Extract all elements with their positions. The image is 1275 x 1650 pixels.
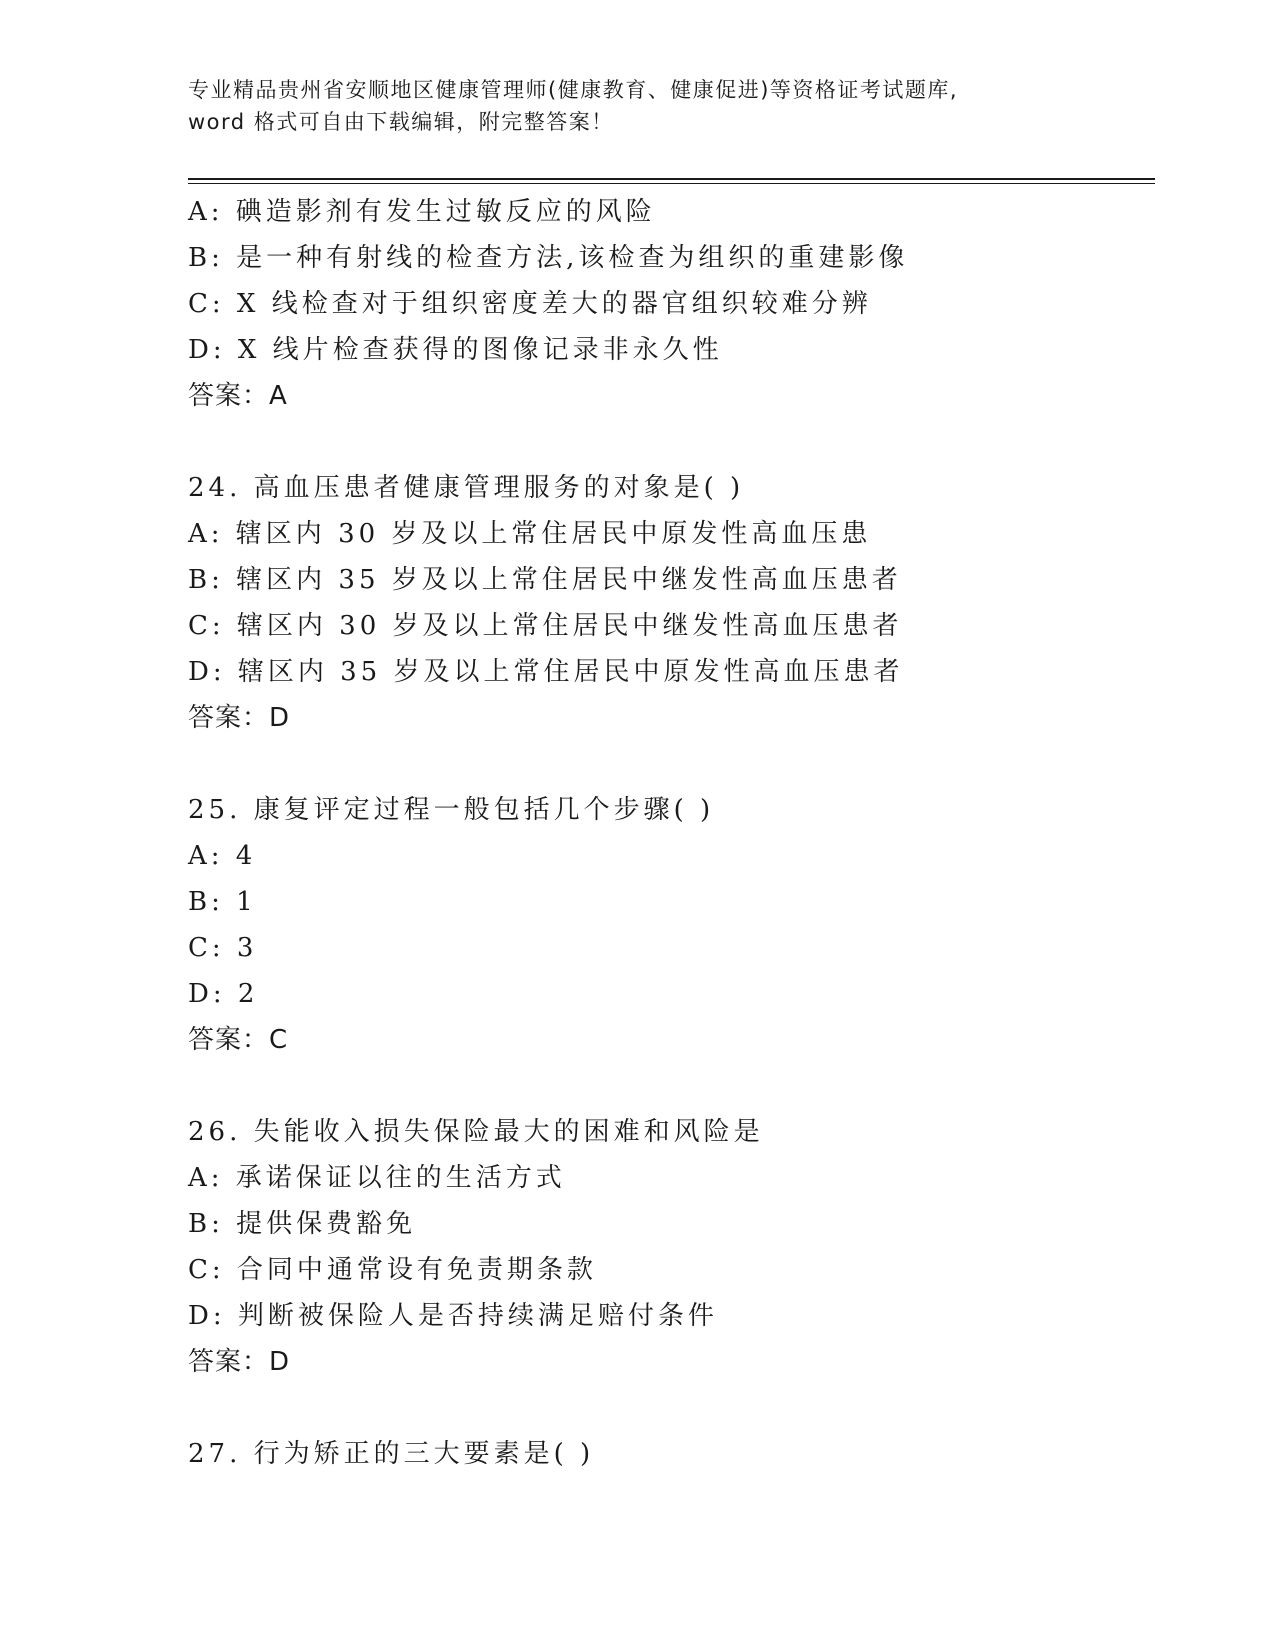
- option-b: B: 辖区内 35 岁及以上常住居民中继发性高血压患者: [188, 565, 902, 595]
- option-d: D: 2: [188, 979, 259, 1009]
- answer: 答案：A: [188, 381, 288, 411]
- header-line-2: word 格式可自由下载编辑，附完整答案！: [188, 110, 614, 134]
- option-b: B: 提供保费豁免: [188, 1209, 417, 1239]
- question-stem: 24. 高血压患者健康管理服务的对象是( ): [188, 473, 745, 503]
- option-c: C: X 线检查对于组织密度差大的器官组织较难分辨: [188, 289, 872, 319]
- question-list: [188, 189, 1155, 1477]
- option-a: A: 辖区内 30 岁及以上常住居民中原发性高血压患: [188, 519, 872, 549]
- question-stem: 27. 行为矫正的三大要素是( ): [188, 1439, 595, 1469]
- question-24: [188, 465, 1155, 741]
- question-stem: 26. 失能收入损失保险最大的困难和风险是: [188, 1117, 764, 1147]
- option-c: C: 3: [188, 933, 258, 963]
- header-divider-thick: [188, 178, 1155, 180]
- spacer: [188, 1063, 1155, 1109]
- option-c: C: 合同中通常设有免责期条款: [188, 1255, 597, 1285]
- spacer: [188, 419, 1155, 465]
- option-b: B: 1: [188, 887, 257, 917]
- question-stem: 25. 康复评定过程一般包括几个步骤( ): [188, 795, 715, 825]
- option-d: D: X 线片检查获得的图像记录非永久性: [188, 335, 723, 365]
- answer: 答案：D: [188, 1347, 291, 1377]
- spacer: [188, 1385, 1155, 1431]
- question-25: [188, 787, 1155, 1063]
- question-26: [188, 1109, 1155, 1385]
- answer: 答案：C: [188, 1025, 289, 1055]
- option-c: C: 辖区内 30 岁及以上常住居民中继发性高血压患者: [188, 611, 903, 641]
- option-a: A: 4: [188, 841, 257, 871]
- spacer: [188, 741, 1155, 787]
- option-a: A: 承诺保证以往的生活方式: [188, 1163, 566, 1193]
- option-d: D: 判断被保险人是否持续满足赔付条件: [188, 1301, 718, 1331]
- option-d: D: 辖区内 35 岁及以上常住居民中原发性高血压患者: [188, 657, 904, 687]
- page-header: [188, 74, 1088, 138]
- question-27: [188, 1431, 1155, 1477]
- header-divider-thin: [188, 183, 1155, 184]
- header-line-1: 专业精品贵州省安顺地区健康管理师(健康教育、健康促进)等资格证考试题库,: [188, 78, 959, 102]
- answer: 答案：D: [188, 703, 291, 733]
- option-a: A: 碘造影剂有发生过敏反应的风险: [188, 197, 656, 227]
- question-23-partial: [188, 189, 1155, 419]
- option-b: B: 是一种有射线的检查方法,该检查为组织的重建影像: [188, 243, 909, 273]
